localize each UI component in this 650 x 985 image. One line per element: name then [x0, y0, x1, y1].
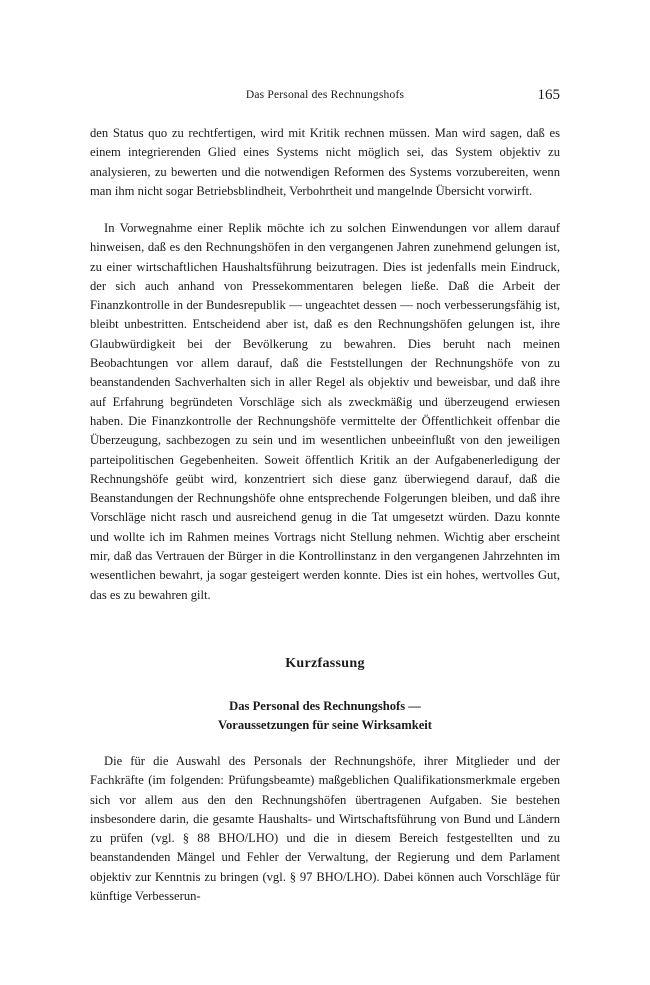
subheading-line: Das Personal des Rechnungshofs —	[229, 699, 421, 713]
section-subheading	[90, 697, 560, 735]
running-header	[90, 87, 560, 107]
paragraph-text: In Vorwegnahme einer Replik möchte ich zu solchen Einwendungen vor allem darauf hinweisen, daß es den Rechnungshöfen in den vergangenen Jahren zunehmend gelungen ist, zu einer wirtschaftlichen Haushaltsführung beizutragen. Dies ist jedenfalls mein Eindruck, der sich auch anhand von Pressekommentaren belegen ließe. Daß die Arbeit der Finanzkontrolle in der Bundesrepublik — ungeachtet dessen — noch verbesserungsfähig ist, bleibt unbestritten. Entscheidend aber ist, daß es den Rechnungshöfen gelungen ist, ihre Glaubwürdigkeit bei der Bevölkerung zu bewahren. Dies beruht nach meinen Beobachtungen vor allem darauf, daß die Feststellungen der Rechnungshöfe von zu beanstandenden Sachverhalten sich in aller Regel als objektiv und beweisbar, und daß ihre auf Erfahrung begründeten Vorschläge sich als zweckmäßig und überzeugend erwiesen haben. Die Finanzkontrolle der Rechnungshöfe vermittelte der Öffentlichkeit offenbar die Überzeugung, sachbezogen zu sein und im wesentlichen unbeeinflußt von den jeweiligen parteipolitischen Gegebenheiten. Soweit öffentlich Kritik an der Aufgabenerledigung der Rechnungshöfe geübt wird, konzentriert sich diese ganz überwiegend darauf, daß die Beanstandungen der Rechnungshöfe ohne entsprechende Folgerungen bleiben, und daß ihre Vorschläge nicht rasch und ausreichend genug in die Tat umgesetzt würden. Dazu konnte und wollte ich im Rahmen meines Vortrags nicht Stellung nehmen. Wichtig aber erscheint mir, daß das Vertrauen der Bürger in die Kontrollinstanz in den vergangenen Jahrzehnten im wesentlichen bewahrt, ja sogar gesteigert werden konnte. Dies ist ein hohes, wertvolles Gut, das es zu bewahren gilt.	[90, 221, 560, 602]
page-number: 165	[537, 87, 560, 103]
running-title: Das Personal des Rechnungshofs	[245, 89, 405, 101]
summary-paragraph	[90, 752, 560, 906]
body-paragraph	[90, 219, 560, 605]
subheading-line: Voraussetzungen für seine Wirksamkeit	[218, 718, 432, 732]
body-paragraph-continued	[90, 124, 560, 201]
paragraph-text: Die für die Auswahl des Personals der Rechnungshöfe, ihrer Mitglieder und der Fachkräfte (im folgenden: Prüfungsbeamte) maßgeblichen Qualifikationsmerkmale ergeben sich vor allem aus den den Rechnungshöfen übertragenen Aufgaben. Sie bestehen insbesondere darin, die gesamte Haushalts- und Wirtschaftsführung von Bund und Ländern zu prüfen (vgl. § 88 BHO/LHO) und die in diesem Bereich festgestellten und zu beanstandenden Mängel und Fehler der Verwaltung, der Regierung und dem Parlament objektiv zur Kenntnis zu bringen (vgl. § 97 BHO/LHO). Dabei können auch Vorschläge für künftige Verbesserun-	[90, 754, 560, 904]
paragraph-text: den Status quo zu rechtfertigen, wird mit Kritik rechnen müssen. Man wird sagen, daß es einem integrierenden Glied eines Systems nicht möglich sei, das System objektiv zu analysieren, zu bewerten und die notwendigen Reformen des Systems vorzubereiten, wenn man ihm nicht sogar Betriebsblindheit, Verbohrtheit und mangelnde Übersicht vorwirft.	[90, 126, 560, 198]
section-heading: Kurzfassung	[285, 656, 365, 671]
